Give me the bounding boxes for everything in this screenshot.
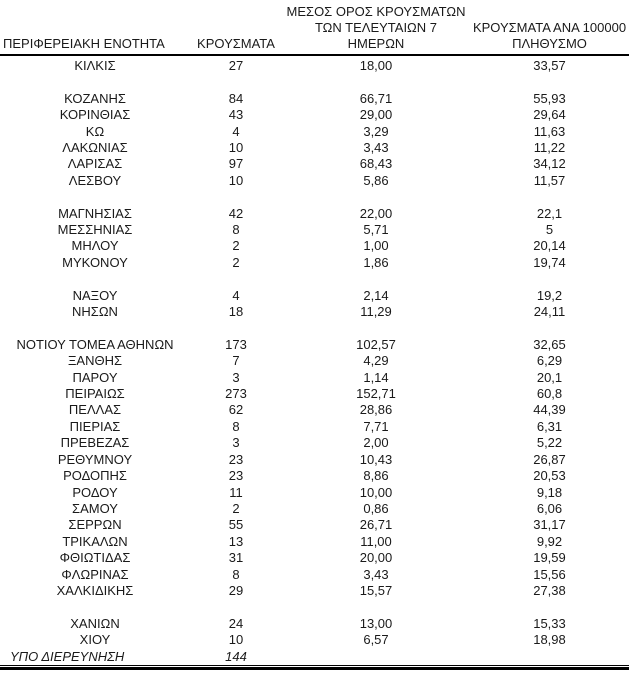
region-cell: ΠΕΙΡΑΙΩΣ	[65, 386, 125, 402]
per100k-cell: 31,17	[533, 517, 566, 533]
avg7-cell: 11,00	[360, 533, 392, 549]
table-body	[0, 55, 629, 665]
per100k-cell: 5	[545, 222, 554, 238]
region-cell: ΣΑΜΟΥ	[72, 500, 118, 516]
table-row	[0, 222, 629, 238]
region-cell: ΝΟΤΙΟΥ ΤΟΜΕΑ ΑΘΗΝΩΝ	[16, 336, 174, 352]
cases-cell: 10	[228, 172, 244, 188]
per100k-cell: 20,1	[536, 369, 563, 385]
header-avg7	[282, 4, 470, 55]
cases-cell: 8	[232, 566, 240, 582]
per100k-cell: 19,2	[536, 287, 563, 303]
table-row	[0, 452, 629, 468]
cases-cell: 8	[232, 222, 240, 238]
region-cell: ΡΟΔΟΥ	[72, 484, 118, 500]
table-row	[0, 501, 629, 517]
cases-cell: 2	[232, 238, 240, 254]
per100k-cell: 6,29	[536, 353, 563, 369]
per100k-cell: 20,14	[533, 238, 566, 254]
region-cell: ΤΡΙΚΑΛΩΝ	[62, 533, 128, 549]
avg7-cell: 26,71	[359, 517, 393, 533]
table-row	[0, 616, 629, 632]
table-row	[0, 534, 629, 550]
table-row	[0, 288, 629, 304]
avg7-cell: 0,86	[363, 500, 389, 516]
table-row	[0, 435, 629, 451]
per100k-cell: 19,59	[533, 550, 566, 566]
spacer-row	[0, 189, 629, 205]
region-cell: ΡΟΔΟΠΗΣ	[63, 468, 127, 484]
per100k-cell: 44,39	[533, 402, 566, 418]
region-cell: ΛΑΡΙΣΑΣ	[67, 156, 123, 172]
table-row	[0, 107, 629, 123]
spacer-row	[0, 74, 629, 90]
avg7-cell: 22,00	[359, 205, 393, 221]
spacer-row	[0, 599, 629, 615]
table-row	[0, 386, 629, 402]
region-cell: ΚΙΛΚΙΣ	[74, 58, 116, 73]
table-row	[0, 632, 629, 648]
spacer-row	[0, 271, 629, 287]
region-cell: ΛΕΣΒΟΥ	[68, 172, 122, 188]
bottom-rule-thick	[0, 667, 629, 670]
cases-cell: 13	[228, 533, 244, 549]
per100k-cell: 26,87	[533, 451, 566, 467]
cases-cell: 24	[228, 615, 244, 631]
table-row	[0, 485, 629, 501]
per100k-cell: 9,18	[536, 484, 563, 500]
header-cases	[190, 4, 282, 55]
avg7-cell: 102,57	[356, 336, 396, 352]
region-cell: ΦΘΙΩΤΙΔΑΣ	[59, 550, 131, 566]
cases-cell: 3	[232, 369, 240, 385]
region-cell: ΝΗΣΩΝ	[72, 304, 118, 320]
region-cell: ΜΗΛΟΥ	[71, 238, 119, 254]
table-row	[0, 468, 629, 484]
avg7-cell: 3,29	[363, 123, 389, 139]
table-row	[0, 124, 629, 140]
header-avg7-label-line3: ΗΜΕΡΩΝ	[347, 36, 405, 51]
per100k-cell: 27,38	[533, 582, 566, 598]
per100k-cell: 15,56	[533, 566, 566, 582]
avg7-cell: 20,00	[359, 550, 393, 566]
region-cell: ΛΑΚΩΝΙΑΣ	[62, 140, 128, 156]
table-row	[0, 649, 629, 665]
per100k-cell: 33,57	[533, 58, 566, 73]
avg7-cell: 11,29	[360, 304, 392, 320]
table-row	[0, 140, 629, 156]
region-cell: ΠΡΕΒΕΖΑΣ	[60, 435, 130, 451]
avg7-cell: 28,86	[359, 402, 393, 418]
per100k-cell: 11,22	[533, 140, 566, 156]
region-cell: ΧΑΝΙΩΝ	[70, 615, 120, 631]
table-row	[0, 55, 629, 74]
table-row	[0, 419, 629, 435]
cases-cell: 2	[232, 254, 240, 270]
cases-cell: 11	[229, 484, 243, 500]
cases-cell: 43	[228, 107, 244, 123]
avg7-cell: 152,71	[356, 386, 396, 402]
cases-cell: 42	[228, 205, 244, 221]
cases-cell: 144	[225, 648, 247, 664]
table-row	[0, 583, 629, 599]
region-cell: ΠΙΕΡΙΑΣ	[69, 418, 121, 434]
per100k-cell: 9,92	[536, 533, 563, 549]
avg7-cell: 8,86	[363, 468, 389, 484]
region-cell: ΜΥΚΟΝΟΥ	[62, 254, 128, 270]
region-cell: ΠΕΛΛΑΣ	[68, 402, 122, 418]
cases-cell: 31	[228, 550, 244, 566]
per100k-cell: 34,12	[533, 156, 566, 172]
cases-cell: 2	[232, 500, 240, 516]
spacer-cell	[0, 271, 629, 287]
region-cell: ΠΑΡΟΥ	[72, 369, 118, 385]
per100k-cell: 18,98	[533, 632, 566, 648]
avg7-cell: 10,43	[359, 451, 393, 467]
avg7-cell: 5,86	[363, 172, 389, 188]
table-row	[0, 304, 629, 320]
cases-cell: 173	[225, 336, 247, 352]
avg7-cell: 4,29	[363, 353, 389, 369]
per100k-cell: 5,22	[536, 435, 563, 451]
table-header	[0, 4, 629, 55]
table-row	[0, 370, 629, 386]
avg7-cell: 3,43	[363, 566, 389, 582]
region-cell: ΧΙΟΥ	[79, 632, 111, 648]
region-cell: ΚΟΖΑΝΗΣ	[64, 90, 126, 106]
avg7-cell: 2,00	[363, 435, 389, 451]
table-row	[0, 238, 629, 254]
cases-by-regional-unit-table	[0, 4, 629, 665]
cases-cell: 62	[228, 402, 244, 418]
region-cell: ΚΩ	[85, 123, 105, 139]
spacer-row	[0, 320, 629, 336]
avg7-cell: 68,43	[359, 156, 393, 172]
avg7-cell: 3,43	[363, 140, 389, 156]
header-row	[0, 4, 629, 55]
region-cell: ΝΑΞΟΥ	[72, 287, 118, 303]
cases-cell: 8	[232, 418, 240, 434]
cases-cell: 273	[225, 386, 247, 402]
per100k-cell: 11,57	[533, 172, 566, 188]
per100k-cell: 32,65	[533, 336, 566, 352]
per100k-cell: 15,33	[533, 615, 566, 631]
header-region-label: ΠΕΡΙΦΕΡΕΙΑΚΗ ΕΝΟΤΗΤΑ	[3, 36, 165, 51]
table-row	[0, 206, 629, 222]
table-row	[0, 353, 629, 369]
cases-cell: 23	[228, 451, 244, 467]
per100k-cell: 19,74	[533, 254, 566, 270]
cases-cell: 7	[232, 353, 240, 369]
header-avg7-label-line1: ΜΕΣΟΣ ΟΡΟΣ ΚΡΟΥΣΜΑΤΩΝ	[286, 4, 466, 19]
spacer-cell	[0, 74, 629, 90]
region-cell: ΞΑΝΘΗΣ	[67, 353, 123, 369]
cases-cell: 97	[228, 156, 244, 172]
spacer-cell	[0, 599, 629, 615]
spacer-cell	[0, 320, 629, 336]
per100k-cell: 22,1	[536, 205, 563, 221]
avg7-cell	[282, 649, 470, 665]
per100k-cell	[470, 649, 629, 665]
avg7-cell: 1,14	[363, 369, 389, 385]
per100k-cell: 11,63	[533, 123, 566, 139]
cases-cell: 29	[228, 582, 244, 598]
cases-cell: 10	[228, 632, 244, 648]
table-row	[0, 567, 629, 583]
table-row	[0, 517, 629, 533]
region-cell: ΣΕΡΡΩΝ	[68, 517, 122, 533]
region-cell: ΥΠΟ ΔΙΕΡΕΥΝΗΣΗ	[10, 648, 125, 664]
cases-cell: 27	[228, 58, 244, 73]
table-row	[0, 337, 629, 353]
table-row	[0, 402, 629, 418]
per100k-cell: 20,53	[533, 468, 566, 484]
per100k-cell: 6,06	[536, 500, 563, 516]
per100k-cell: 55,93	[533, 90, 566, 106]
region-cell: ΧΑΛΚΙΔΙΚΗΣ	[56, 582, 134, 598]
table-row	[0, 91, 629, 107]
cases-cell: 10	[228, 140, 244, 156]
region-cell: ΜΑΓΝΗΣΙΑΣ	[58, 205, 132, 221]
region-cell: ΡΕΘΥΜΝΟΥ	[57, 451, 133, 467]
avg7-cell: 7,71	[363, 418, 389, 434]
region-cell: ΦΛΩΡΙΝΑΣ	[61, 566, 129, 582]
avg7-cell: 5,71	[363, 222, 389, 238]
table-row	[0, 173, 629, 189]
region-cell: ΚΟΡΙΝΘΙΑΣ	[59, 107, 131, 123]
header-avg7-label-line2: ΤΩΝ ΤΕΛΕΥΤΑΙΩΝ 7	[314, 20, 438, 35]
cases-cell: 3	[232, 435, 240, 451]
cases-cell: 4	[232, 123, 240, 139]
avg7-cell: 6,57	[363, 632, 389, 648]
avg7-cell: 29,00	[359, 107, 393, 123]
avg7-cell: 15,57	[359, 582, 393, 598]
table-row	[0, 255, 629, 271]
avg7-cell: 1,00	[363, 238, 389, 254]
avg7-cell: 2,14	[363, 287, 389, 303]
header-cases-label: ΚΡΟΥΣΜΑΤΑ	[197, 36, 275, 51]
per100k-cell: 6,31	[536, 418, 563, 434]
cases-cell: 23	[228, 468, 244, 484]
table-row	[0, 156, 629, 172]
avg7-cell: 13,00	[359, 615, 393, 631]
cases-cell: 18	[228, 304, 244, 320]
cases-cell: 4	[232, 287, 240, 303]
spacer-cell	[0, 189, 629, 205]
avg7-cell: 18,00	[359, 58, 393, 73]
avg7-cell: 66,71	[359, 90, 393, 106]
header-per100k-label-line2: ΠΛΗΘΥΣΜΟ	[512, 36, 587, 51]
region-cell: ΜΕΣΣΗΝΙΑΣ	[57, 222, 133, 238]
per100k-cell: 29,64	[533, 107, 566, 123]
header-per100k-label-line1: ΚΡΟΥΣΜΑΤΑ ΑΝΑ 100000	[472, 20, 627, 35]
header-region	[0, 4, 190, 55]
cases-cell: 55	[228, 517, 244, 533]
avg7-cell: 10,00	[359, 484, 393, 500]
table-row	[0, 550, 629, 566]
per100k-cell: 24,11	[533, 304, 566, 320]
header-per100k	[470, 4, 629, 55]
avg7-cell: 1,86	[363, 254, 389, 270]
cases-cell: 84	[228, 90, 244, 106]
per100k-cell: 60,8	[536, 386, 563, 402]
